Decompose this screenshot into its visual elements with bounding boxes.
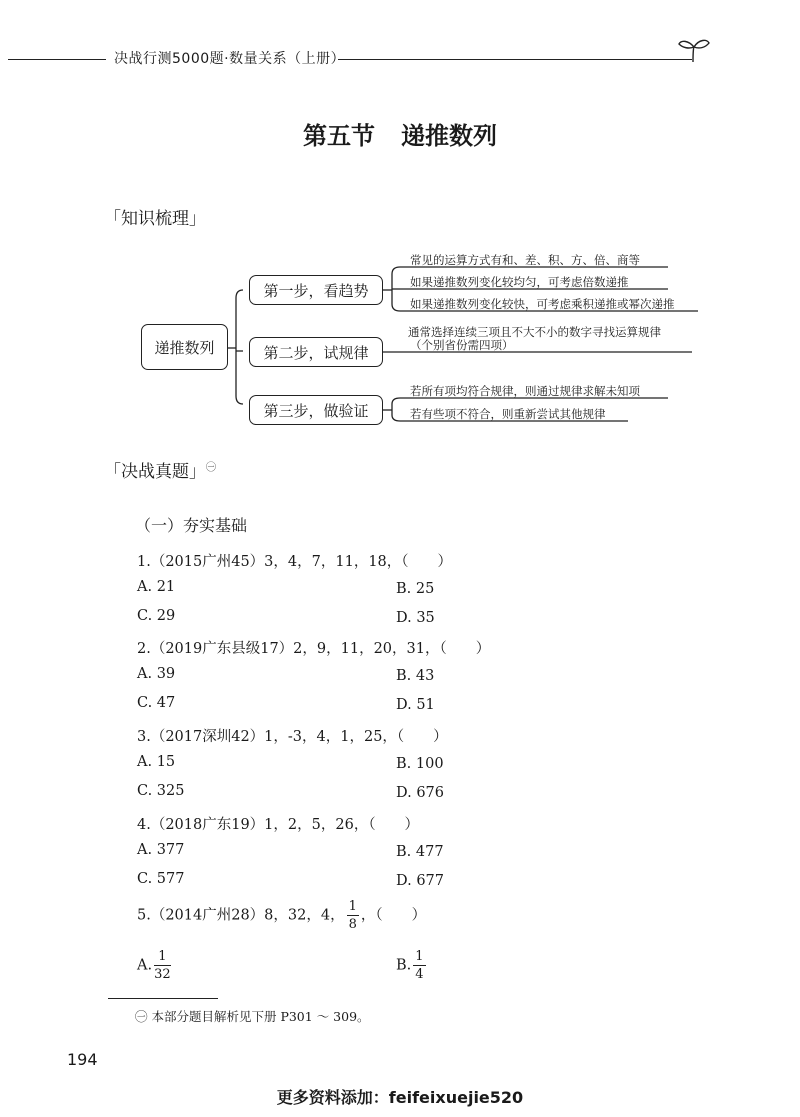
fraction-denominator: 8 (348, 917, 357, 932)
question-1-option-c: C. 29 (137, 608, 176, 624)
step-3-box: 第三步，做验证 (249, 395, 383, 425)
question-2-option-c: C. 47 (137, 695, 176, 711)
question-1-option-a: A. 21 (137, 579, 176, 595)
question-3-option-a: A. 15 (137, 754, 176, 770)
option-a-label: A. (137, 957, 153, 974)
step-2-leaf-1: 通常选择连续三项且不大不小的数字寻找运算规律 (408, 325, 661, 339)
watermark-text: 更多资料添加：feifeixuejie520 (276, 1088, 524, 1107)
question-4-stem: 4.（2018广东19）1，2，5，26，（ ） (137, 817, 420, 833)
question-4-option-b: B. 477 (396, 844, 444, 860)
question-4-option-a: A. 377 (137, 842, 185, 858)
running-header-title: 决战行测5000题·数量关系（上册） (114, 51, 346, 67)
question-1-option-b: B. 25 (396, 581, 435, 597)
footnote-rule (108, 998, 218, 999)
mind-map-connectors (0, 0, 800, 460)
step-3-leaf-2: 若有些项不符合，则重新尝试其他规律 (410, 407, 606, 421)
fraction-numerator: 1 (415, 949, 424, 964)
fraction-numerator: 1 (154, 950, 171, 966)
step-2-box: 第二步，试规律 (249, 337, 383, 367)
subheading-basics: （一）夯实基础 (135, 516, 248, 535)
fraction-denominator: 32 (154, 967, 171, 982)
step-1-leaf-3: 如果递推数列变化较快，可考虑乘积递推或幂次递推 (410, 297, 675, 311)
step-1-box: 第一步，看趋势 (249, 275, 383, 305)
section-number: 第五节 (303, 122, 375, 150)
question-4-option-d: D. 677 (396, 873, 445, 889)
exam-heading (104, 457, 216, 482)
question-2-option-b: B. 43 (396, 668, 435, 684)
question-5-option-a (137, 950, 173, 981)
footnote-marker: ㊀ (206, 462, 216, 474)
footnote-text: ㊀ 本部分题目解析见下册 P301 ～ 309。 (135, 1009, 370, 1024)
knowledge-heading: 「知识梳理」 (104, 209, 206, 229)
question-3-option-d: D. 676 (396, 785, 445, 801)
question-3-option-b: B. 100 (396, 756, 444, 772)
question-5-stem-suffix: ，（ ） (360, 907, 427, 924)
question-2-option-a: A. 39 (137, 666, 176, 682)
question-2-stem: 2.（2019广东县级17）2，9，11，20，31，（ ） (137, 641, 491, 657)
option-b-fraction (413, 950, 425, 981)
step-2-leaf-2: （个别省份需四项） (410, 338, 514, 352)
step-1-leaf-1: 常见的运算方式有和、差、积、方、倍、商等 (410, 253, 640, 267)
question-5-fraction (347, 900, 359, 931)
mind-map-root: 递推数列 (141, 324, 228, 370)
section-name: 递推数列 (401, 122, 497, 150)
fraction-denominator: 4 (415, 967, 424, 982)
step-3-leaf-1: 若所有项均符合规律，则通过规律求解未知项 (410, 384, 640, 398)
question-3-option-c: C. 325 (137, 783, 185, 799)
question-5-stem (137, 900, 426, 931)
option-b-label: B. (396, 957, 412, 974)
page-number: 194 (67, 1050, 98, 1069)
question-5-option-b (396, 950, 428, 981)
question-2-option-d: D. 51 (396, 697, 435, 713)
option-a-fraction (154, 950, 171, 981)
question-1-stem: 1.（2015广州45）3，4，7，11，18，（ ） (137, 554, 453, 570)
fraction-numerator: 1 (348, 899, 357, 914)
question-3-stem: 3.（2017深圳42）1，-3，4，1，25，（ ） (137, 729, 448, 745)
question-1-option-d: D. 35 (396, 610, 435, 626)
step-1-leaf-2: 如果递推数列变化较均匀，可考虑倍数递推 (410, 275, 629, 289)
question-5-stem-prefix: 5.（2014广州28）8，32，4， (137, 907, 345, 924)
question-4-option-c: C. 577 (137, 871, 185, 887)
exam-heading-text: 「决战真题」 (104, 462, 206, 482)
